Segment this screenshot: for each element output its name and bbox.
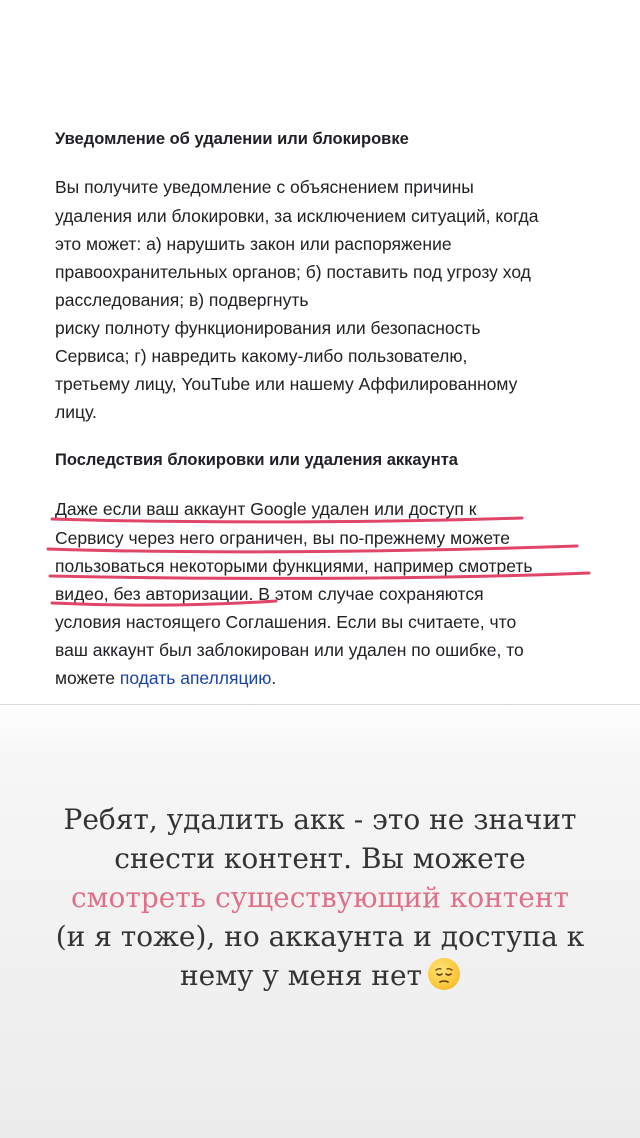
- body-line: расследования; в) подвергнуть: [55, 290, 309, 310]
- caption-line-last: [0, 956, 640, 995]
- body-line: ваш аккаунт был заблокирован или удален по ошибке, то: [55, 640, 524, 660]
- caption-line: Ребят, удалить акк - это не значит: [63, 803, 577, 836]
- caption-line-accent: смотреть существующий контент: [71, 881, 569, 914]
- body-text: .: [271, 668, 277, 688]
- caption-text: нему у меня нет: [179, 959, 423, 992]
- pensive-face-emoji-icon: [428, 958, 460, 990]
- body-line: риску полноту функционирования или безопасность: [55, 318, 481, 338]
- caption-line: снести контент. Вы можете: [114, 842, 526, 875]
- section-heading-consequences: Последствия блокировки или удаления аккаунта: [55, 451, 458, 469]
- body-line: это может: а) нарушить закон или распоряжение: [55, 234, 452, 254]
- body-line: Сервиса; г) навредить какому-либо пользователю,: [55, 346, 468, 366]
- body-line: пользоваться некоторыми функциями, например смотреть: [55, 556, 533, 576]
- caption-line: (и я тоже), но аккаунта и доступа к: [55, 920, 585, 953]
- body-line: лицу.: [55, 402, 97, 422]
- body-line: Сервису через него ограничен, вы по-прежнему можете: [55, 528, 511, 548]
- section-heading-notification: Уведомление об удалении или блокировке: [55, 130, 409, 148]
- story-caption: [0, 800, 640, 995]
- appeal-link[interactable]: подать апелляцию: [119, 668, 272, 688]
- body-line: Вы получите уведомление с объяснением причины: [55, 177, 474, 197]
- body-line: правоохранительных органов; б) поставить под угрозу ход: [55, 262, 531, 282]
- body-text: можете: [55, 668, 120, 688]
- body-line: видео, без авторизации. В этом случае сохраняются: [55, 584, 484, 604]
- body-line: третьему лицу, YouTube или нашему Аффилированному: [55, 374, 518, 394]
- body-line: условия настоящего Соглашения. Если вы считаете, что: [55, 612, 517, 632]
- body-line: удаления или блокировки, за исключением ситуаций, когда: [55, 206, 539, 226]
- body-line-last: [55, 667, 276, 689]
- body-line: Даже если ваш аккаунт Google удален или доступ к: [55, 499, 477, 519]
- divider: [0, 704, 640, 705]
